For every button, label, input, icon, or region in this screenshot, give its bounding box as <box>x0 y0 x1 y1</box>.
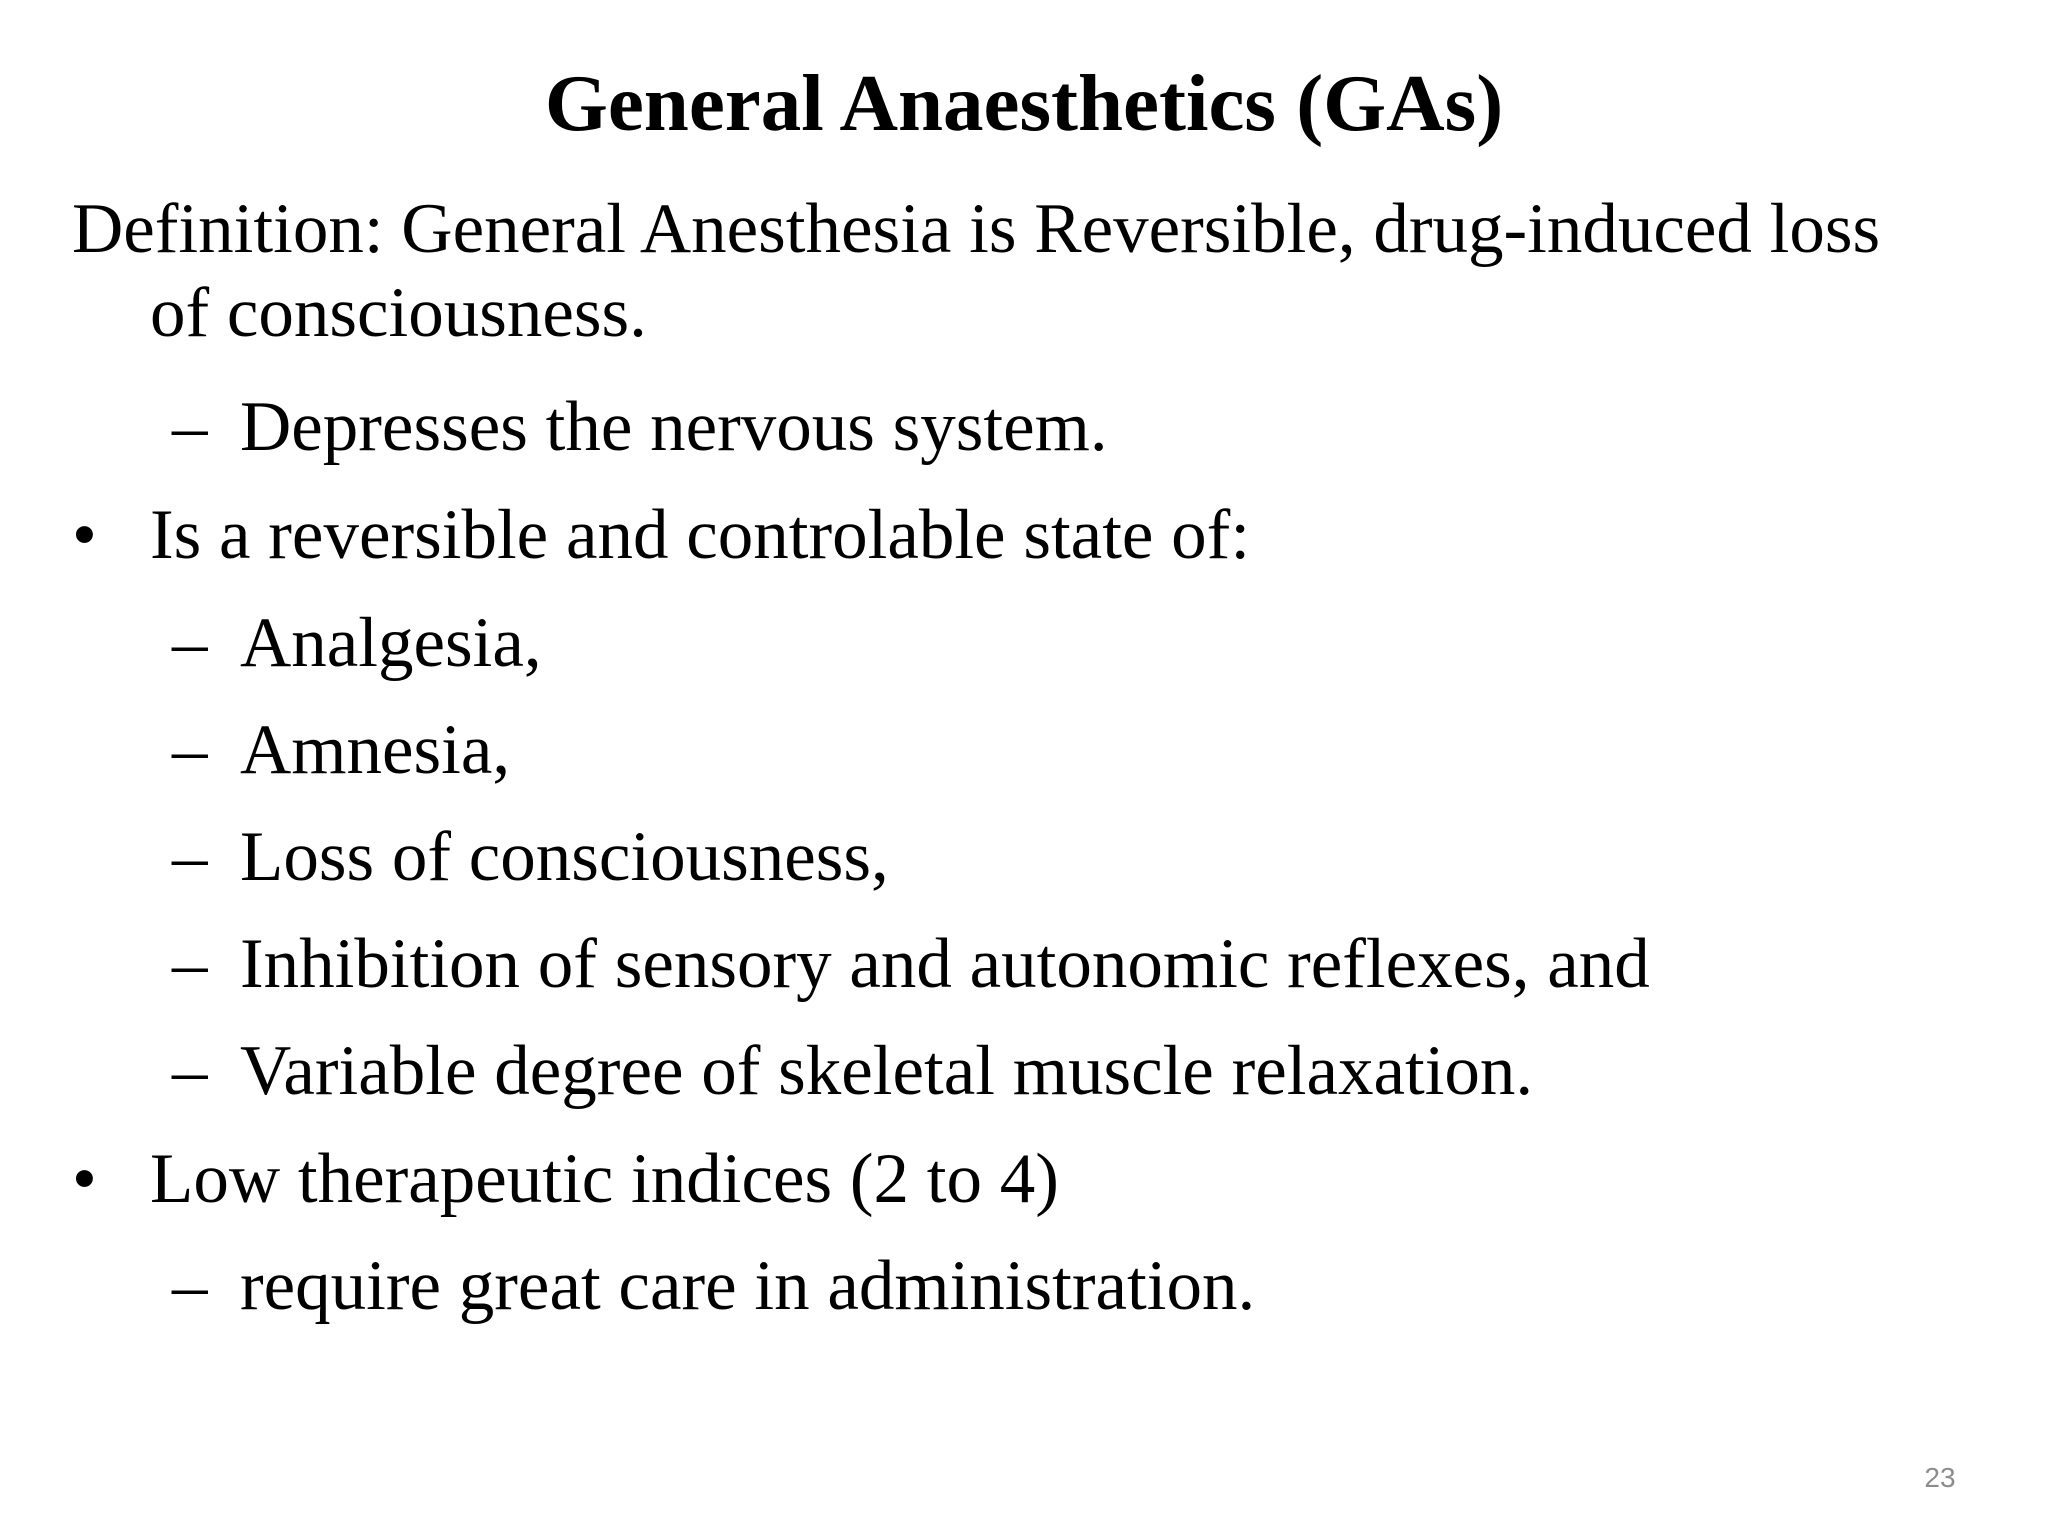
bullet-1-subpoint: Inhibition of sensory and autonomic reflexes, and <box>240 925 1650 1003</box>
dash-marker: – <box>172 604 208 682</box>
bullet-1-text: Is a reversible and controlable state of: <box>150 496 1251 574</box>
dash-marker: – <box>172 818 208 896</box>
bullet-1-subpoint: Variable degree of skeletal muscle relaxation. <box>240 1032 1534 1110</box>
page-number: 23 <box>1924 1462 1956 1493</box>
bullet-1-subpoint: Loss of consciousness, <box>240 818 889 896</box>
dash-marker: – <box>172 925 208 1003</box>
dash-marker: – <box>172 1032 208 1110</box>
bullet-2-text: Low therapeutic indices (2 to 4) <box>150 1140 1059 1218</box>
bullet-marker: • <box>72 496 97 574</box>
slide-title: General Anaesthetics (GAs) <box>544 58 1504 148</box>
definition-line-2: of consciousness. <box>150 274 647 352</box>
bullet-1-subpoint: Amnesia, <box>240 711 511 789</box>
dash-marker: – <box>172 711 208 789</box>
bullet-1-subpoint: Analgesia, <box>240 604 542 682</box>
bullet-marker: • <box>72 1140 97 1218</box>
dash-marker: – <box>172 1247 208 1325</box>
definition-subpoint: Depresses the nervous system. <box>240 388 1108 466</box>
bullet-2-subpoint: require great care in administration. <box>240 1247 1256 1325</box>
dash-marker: – <box>172 388 208 466</box>
definition-line-1: Definition: General Anesthesia is Reversible, drug-induced loss <box>72 190 1881 268</box>
